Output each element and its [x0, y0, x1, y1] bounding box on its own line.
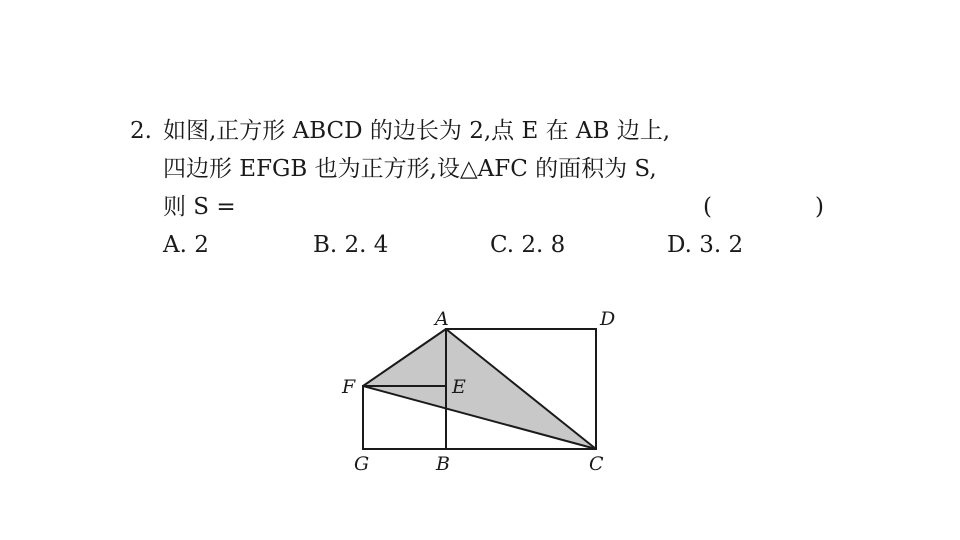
label-f: F — [342, 376, 356, 398]
question-block — [130, 112, 850, 264]
label-b: B — [436, 453, 450, 475]
label-d: D — [600, 308, 616, 330]
options-row — [130, 226, 850, 264]
label-c: C — [589, 453, 604, 475]
answer-paren-close: ) — [815, 194, 824, 220]
option-b[interactable]: B. 2. 4 — [313, 232, 389, 258]
geometry-figure — [330, 300, 630, 480]
question-line-3 — [130, 188, 850, 226]
option-a[interactable]: A. 2 — [163, 232, 209, 258]
option-d[interactable]: D. 3. 2 — [667, 232, 744, 258]
label-g: G — [354, 453, 370, 475]
label-a: A — [435, 308, 449, 330]
question-text-1: 如图,正方形 ABCD 的边长为 2,点 E 在 AB 边上, — [163, 118, 671, 144]
geometry-svg — [330, 300, 630, 480]
answer-paren-open: ( — [703, 194, 712, 220]
question-text-3: 则 S = — [163, 194, 236, 220]
question-line-2 — [130, 150, 850, 188]
question-number: 2. — [130, 118, 152, 144]
option-c[interactable]: C. 2. 8 — [490, 232, 566, 258]
question-line-1 — [130, 112, 850, 150]
question-text-2: 四边形 EFGB 也为正方形,设△AFC 的面积为 S, — [163, 156, 657, 182]
label-e: E — [452, 376, 466, 398]
triangle-afc — [363, 329, 596, 449]
